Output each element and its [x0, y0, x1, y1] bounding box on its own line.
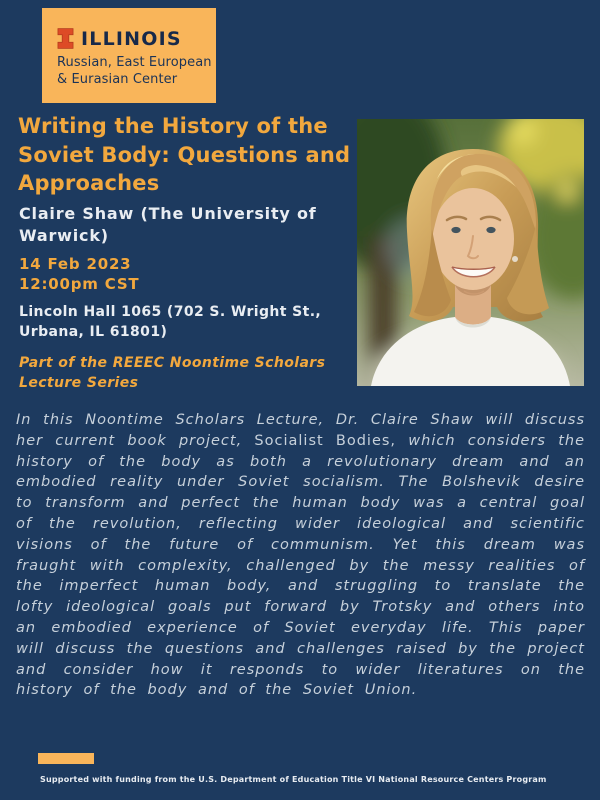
- funding-note: Supported with funding from the U.S. Department of Education Title VI National Resource Centers Program: [40, 775, 547, 784]
- center-name-line2: & Eurasian Center: [57, 71, 178, 87]
- abstract-part1: In this Noontime Scholars Lecture, Dr. Claire Shaw will discuss her current book project,: [16, 412, 585, 449]
- illinois-wordmark: ILLINOIS: [81, 27, 182, 50]
- event-datetime: [19, 254, 139, 294]
- event-time: 12:00pm CST: [19, 275, 140, 293]
- abstract-part2: which considers the history of the body as both a revolutionary dream and an embodied reality under Soviet socialism. The Bolshevik desire to transform and perfect the human body was a central goal of the revolution, reflecting wider ideological and scientific visions of the future of communism. Yet this dream was fraught with complexity, challenged by the messy realities of the imperfect human body, and struggling to translate the lofty ideological goals put forward by Trotsky and others into an embodied experience of Soviet everyday life. This paper will discuss the questions and challenges raised by the project and consider how it responds to wider literatures on the history of the body and of the Soviet Union.: [16, 432, 585, 699]
- illinois-logo-row: [57, 28, 216, 49]
- event-location: Lincoln Hall 1065 (702 S. Wright St., Urbana, IL 61801): [19, 304, 322, 340]
- series-note: Part of the REEEC Noontime Scholars Lecture Series: [19, 355, 326, 391]
- speaker-name: Claire Shaw (The University of Warwick): [19, 204, 317, 245]
- abstract-text: [16, 410, 585, 701]
- event-title: Writing the History of the Soviet Body: Questions and Approaches: [18, 114, 351, 195]
- illinois-block-i-icon: [57, 28, 74, 49]
- book-title: Socialist Bodies,: [254, 432, 397, 449]
- event-date: 14 Feb 2023: [19, 255, 132, 273]
- accent-bar: [38, 753, 94, 764]
- center-name-line1: Russian, East European: [57, 55, 212, 70]
- speaker-portrait-image: [357, 119, 584, 386]
- speaker-photo: [357, 119, 584, 386]
- center-name: [57, 55, 216, 88]
- illinois-logo-box: [42, 8, 216, 103]
